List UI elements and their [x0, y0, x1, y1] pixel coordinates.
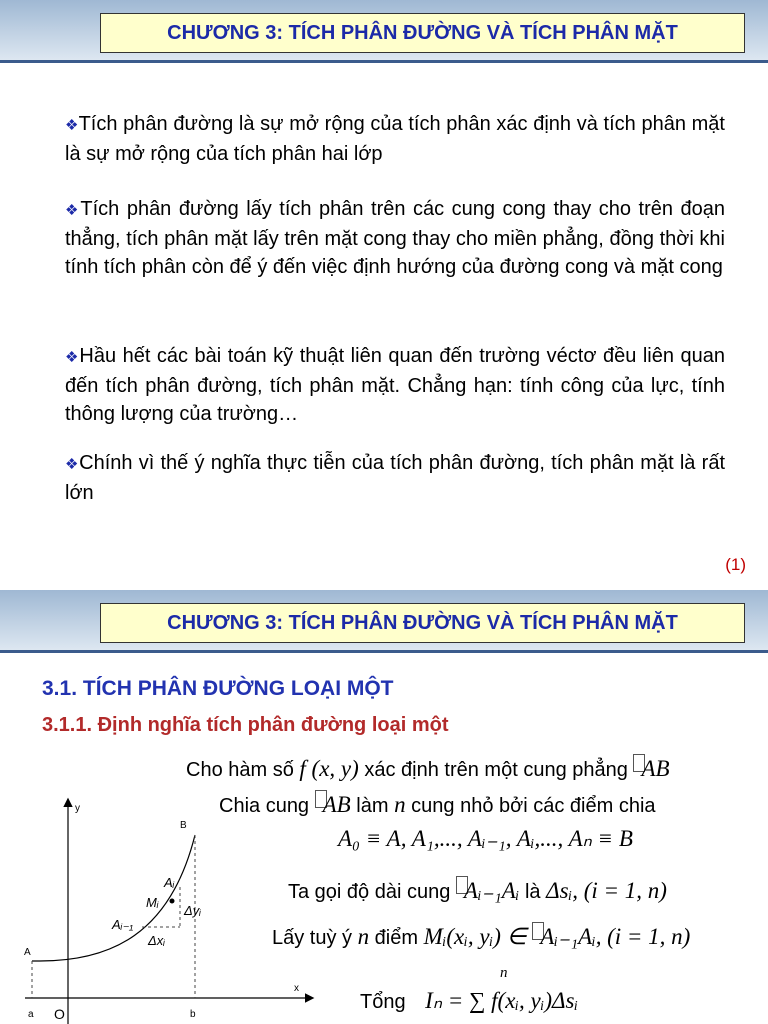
paragraph-3: ❖Hầu hết các bài toán kỹ thuật liên quan đến trường véctơ đều liên quan đến tích phân đường, tích phân mặt. Chẳng hạn: tính công của lực, tính thông lượng của trường… — [65, 345, 725, 425]
sum-formula: Tổng Iₙ = ∑ f(xᵢ, yᵢ)Δsᵢ — [360, 988, 579, 1013]
definition-line-2: Chia cung AB làm n cung nhỏ bởi các điểm chia — [219, 792, 656, 817]
division-points-formula: A₀ ≡ A, A₁,..., Aᵢ₋₁, Aᵢ,..., Aₙ ≡ B — [338, 826, 633, 851]
dy-label: Δyᵢ — [184, 903, 201, 918]
point-a-label: A — [24, 947, 31, 958]
sum-upper-limit: n — [500, 965, 508, 981]
slide-title: CHƯƠNG 3: TÍCH PHÂN ĐƯỜNG VÀ TÍCH PHÂN MẶT — [100, 603, 745, 643]
title-divider — [0, 650, 768, 653]
point-mi — [170, 899, 175, 904]
section-heading: 3.1. TÍCH PHÂN ĐƯỜNG LOẠI MỘT — [42, 677, 394, 700]
x-axis-label: x — [294, 983, 299, 994]
slide-2 — [0, 590, 768, 1024]
origin-label: O — [54, 1006, 65, 1022]
ai-label: Aᵢ — [164, 875, 175, 890]
slide-title: CHƯƠNG 3: TÍCH PHÂN ĐƯỜNG VÀ TÍCH PHÂN MẶT — [100, 13, 745, 53]
diamond-bullet-icon: ❖ — [65, 117, 79, 134]
subsection-heading: 3.1.1. Định nghĩa tích phân đường loại một — [42, 714, 449, 736]
definition-line-1: Cho hàm số f (x, y) xác định trên một cung phẳng AB — [186, 756, 670, 781]
title-divider — [0, 60, 768, 63]
paragraph-4: ❖Chính vì thế ý nghĩa thực tiễn của tích phân đường, tích phân mặt là rất lớn — [65, 452, 725, 504]
tick-a-label: a — [28, 1009, 34, 1020]
definition-line-5: Lấy tuỳ ý n điểm Mᵢ(xᵢ, yᵢ) ∈ Aᵢ₋₁Aᵢ, (i = 1, n) — [272, 924, 691, 949]
diamond-bullet-icon: ❖ — [65, 202, 81, 219]
paragraph-2: ❖Tích phân đường lấy tích phân trên các cung cong thay cho trên đoạn thẳng, tích phân mặt lấy trên mặt cong thay cho miền phẳng, đồng thời khi tính tích phân còn để ý đến việc định hướng của đường cong và mặt cong — [65, 198, 725, 278]
arc-partition-graph — [20, 795, 320, 1024]
mi-label: Mᵢ — [146, 895, 159, 910]
page-number: (1) — [725, 555, 746, 574]
arc-curve — [32, 835, 195, 961]
point-b-label: B — [180, 820, 187, 831]
diamond-bullet-icon: ❖ — [65, 456, 80, 473]
tick-b-label: b — [190, 1009, 196, 1020]
ai-1-label: Aᵢ₋₁ — [112, 917, 134, 932]
paragraph-1: ❖Tích phân đường là sự mở rộng của tích phân xác định và tích phân mặt là sự mở rộng của tích phân hai lớp — [65, 113, 725, 165]
dx-label: Δxᵢ — [148, 933, 165, 948]
diamond-bullet-icon: ❖ — [65, 349, 80, 366]
definition-line-4: Ta gọi độ dài cung Aᵢ₋₁Aᵢ là Δsᵢ, (i = 1, n) — [288, 878, 667, 903]
y-axis-label: y — [75, 803, 80, 814]
